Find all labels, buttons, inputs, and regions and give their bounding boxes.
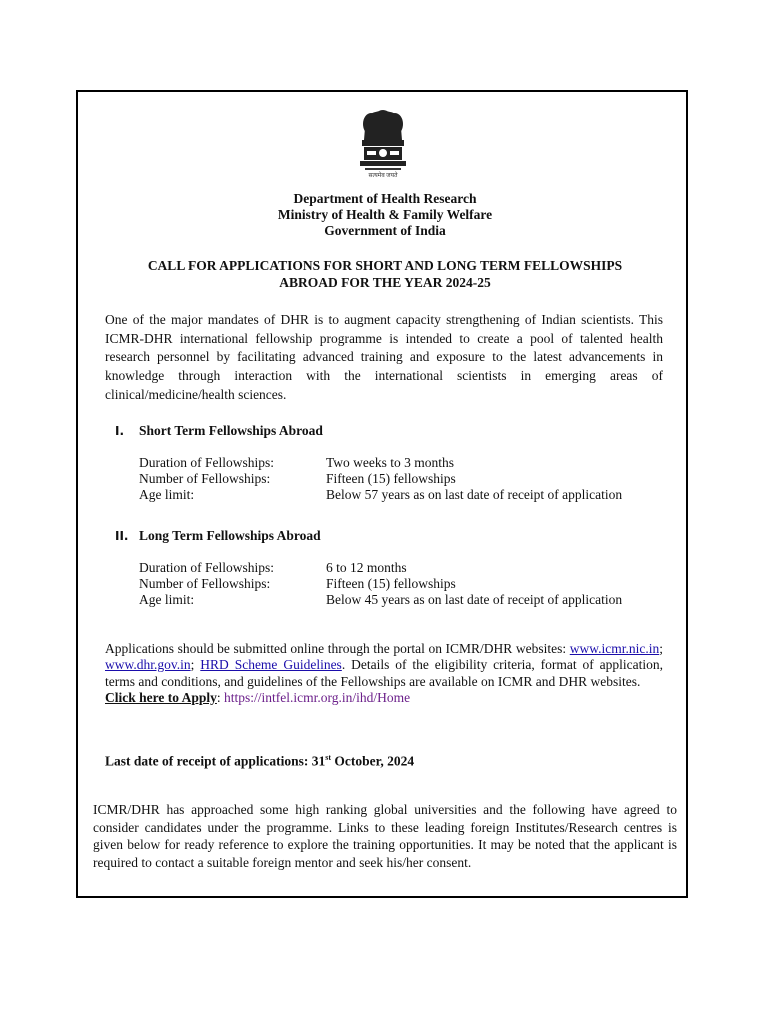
apply-colon: :	[216, 689, 221, 705]
row-value: Below 57 years as on last date of receipt of application	[326, 487, 623, 502]
dhr-website-link[interactable]: www.dhr.gov.in	[105, 657, 191, 673]
section-short-term-heading	[115, 423, 323, 439]
row-label: Number of Fellowships:	[139, 471, 271, 486]
row-label: Duration of Fellowships:	[139, 560, 274, 575]
row-value: Fifteen (15) fellowships	[326, 471, 456, 486]
section-number: II.	[115, 529, 129, 543]
department-name: Department of Health Research	[293, 191, 477, 206]
icmr-website-link[interactable]: www.icmr.nic.in	[569, 641, 660, 656]
row-value: Two weeks to 3 months	[326, 455, 455, 470]
short-term-age-row	[139, 487, 622, 503]
row-value: 6 to 12 months	[326, 560, 407, 575]
page-title-line1: CALL FOR APPLICATIONS FOR SHORT AND LONG TERM FELLOWSHIPS	[147, 258, 623, 273]
page-title-line2: ABROAD FOR THE YEAR 2024-25	[279, 275, 491, 290]
emblem-motto: सत्यमेव जयते	[368, 173, 398, 179]
last-date-prefix: Last date of receipt of applications: 31	[105, 753, 326, 769]
section-long-term-heading	[115, 528, 321, 544]
last-date-ordinal: st	[325, 753, 332, 762]
row-label: Age limit:	[139, 592, 195, 607]
applications-details-text: . Details of the eligibility criteria, format of application, terms and conditions, and guidelines of the Fellowships are available on ICMR and DHR websites.	[105, 657, 664, 689]
intro-paragraph: One of the major mandates of DHR is to augment capacity strengthening of Indian scientists. This ICMR-DHR international fellowship programme is intended to create a pool of talented health research personnel by facilitating advanced training and exposure to the latest advancements in knowledge through interaction with the international scientists in emerging areas of clinical/medicine/health sciences.	[105, 312, 663, 402]
row-label: Duration of Fellowships:	[139, 455, 274, 470]
government-name: Government of India	[324, 223, 446, 238]
row-label: Age limit:	[139, 487, 195, 502]
row-label: Number of Fellowships:	[139, 576, 271, 591]
long-term-number-row	[139, 576, 456, 592]
apply-label[interactable]: Click here to Apply	[105, 689, 217, 705]
separator: ;	[190, 657, 195, 673]
section-number: I.	[115, 424, 125, 438]
ministry-name: Ministry of Health & Family Welfare	[277, 207, 493, 222]
section-title: Long Term Fellowships Abroad	[139, 528, 321, 543]
last-date-notice	[105, 753, 414, 770]
last-date-suffix: October, 2024	[331, 753, 415, 769]
separator: ;	[659, 641, 663, 656]
apply-portal-link[interactable]: https://intfel.icmr.org.in/ihd/Home	[224, 689, 411, 705]
section-title: Short Term Fellowships Abroad	[139, 423, 323, 438]
row-value: Fifteen (15) fellowships	[326, 576, 456, 591]
row-value: Below 45 years as on last date of receipt of application	[326, 592, 623, 607]
applications-text: Applications should be submitted online through the portal on ICMR/DHR websites:	[105, 641, 567, 656]
long-term-duration-row	[139, 560, 407, 576]
short-term-duration-row	[139, 455, 454, 471]
short-term-number-row	[139, 471, 456, 487]
long-term-age-row	[139, 592, 622, 608]
applications-paragraph	[105, 641, 663, 706]
closing-paragraph: ICMR/DHR has approached some high ranking global universities and the following have agreed to consider candidates under the programme. Links to these leading foreign Institutes/Research centres is given below for ready reference to explore the training opportunities. It may be noted that the applicant is required to contact a suitable foreign mentor and seek his/her consent.	[93, 802, 677, 870]
hrd-guidelines-link[interactable]: HRD Scheme Guidelines	[200, 657, 342, 673]
